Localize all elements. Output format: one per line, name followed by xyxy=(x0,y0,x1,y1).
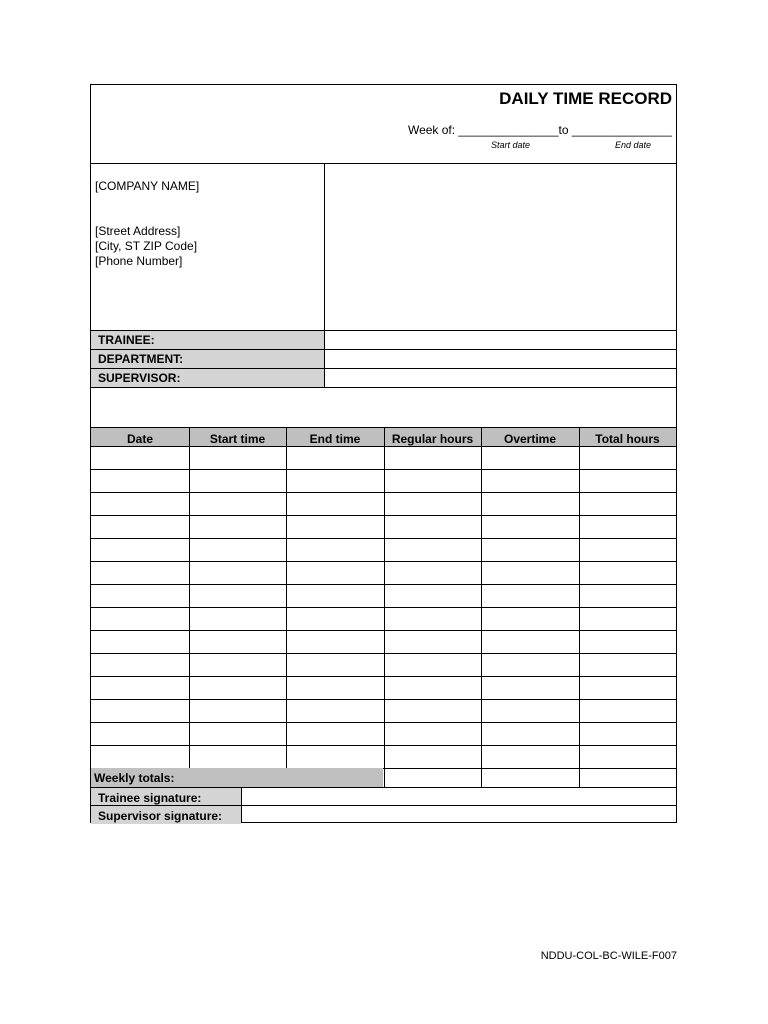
table-cell[interactable] xyxy=(482,723,579,745)
table-cell[interactable] xyxy=(190,631,286,653)
table-cell[interactable] xyxy=(385,447,481,469)
table-cell[interactable] xyxy=(385,654,481,676)
table-cell[interactable] xyxy=(580,631,676,653)
table-cell[interactable] xyxy=(287,700,384,722)
table-cell[interactable] xyxy=(287,608,384,630)
table-cell[interactable] xyxy=(580,723,676,745)
table-cell[interactable] xyxy=(190,516,286,538)
table-cell[interactable] xyxy=(482,700,579,722)
table-cell[interactable] xyxy=(482,562,579,584)
table-cell[interactable] xyxy=(92,631,189,653)
table-cell[interactable] xyxy=(287,585,384,607)
street-address: [Street Address] xyxy=(95,224,181,238)
table-cell[interactable] xyxy=(190,585,286,607)
table-cell[interactable] xyxy=(190,723,286,745)
table-cell[interactable] xyxy=(385,631,481,653)
weekly-total-cell[interactable] xyxy=(385,769,481,787)
trainee-signature-field[interactable] xyxy=(242,788,676,805)
form-code: NDDU-COL-BC-WILE-F007 xyxy=(540,950,677,962)
company-address xyxy=(95,224,197,269)
table-cell[interactable] xyxy=(580,516,676,538)
table-cell[interactable] xyxy=(92,700,189,722)
table-cell[interactable] xyxy=(190,562,286,584)
supervisor-signature-label: Supervisor signature: xyxy=(91,806,241,824)
table-cell[interactable] xyxy=(287,447,384,469)
column-header-regular-hours: Regular hours xyxy=(391,432,474,446)
table-cell[interactable] xyxy=(385,470,481,492)
table-cell[interactable] xyxy=(287,562,384,584)
table-cell[interactable] xyxy=(580,608,676,630)
table-cell[interactable] xyxy=(92,562,189,584)
table-cell[interactable] xyxy=(92,516,189,538)
table-cell[interactable] xyxy=(92,585,189,607)
table-cell[interactable] xyxy=(92,447,189,469)
department-label: DEPARTMENT: xyxy=(91,350,324,368)
table-cell[interactable] xyxy=(482,516,579,538)
table-cell[interactable] xyxy=(92,654,189,676)
table-cell[interactable] xyxy=(287,746,384,768)
table-cell[interactable] xyxy=(482,677,579,699)
table-cell[interactable] xyxy=(580,654,676,676)
start-date-caption: Start date xyxy=(491,140,531,150)
supervisor-label: SUPERVISOR: xyxy=(91,369,324,387)
table-cell[interactable] xyxy=(92,539,189,561)
table-cell[interactable] xyxy=(190,677,286,699)
weekly-total-cell[interactable] xyxy=(482,769,579,787)
table-cell[interactable] xyxy=(190,470,286,492)
weekly-totals-label: Weekly totals: xyxy=(91,768,383,787)
table-cell[interactable] xyxy=(482,654,579,676)
table-cell[interactable] xyxy=(580,700,676,722)
form-title: DAILY TIME RECORD xyxy=(499,89,672,108)
divider xyxy=(91,163,676,164)
table-cell[interactable] xyxy=(482,608,579,630)
column-header-overtime: Overtime xyxy=(503,432,557,446)
table-cell[interactable] xyxy=(190,654,286,676)
week-of-line: Week of: _______________to _______________ xyxy=(407,123,672,137)
table-cell[interactable] xyxy=(385,585,481,607)
table-cell[interactable] xyxy=(92,746,189,768)
table-cell[interactable] xyxy=(580,562,676,584)
table-cell[interactable] xyxy=(287,516,384,538)
table-cell[interactable] xyxy=(580,447,676,469)
table-cell[interactable] xyxy=(190,700,286,722)
table-cell[interactable] xyxy=(482,631,579,653)
table-cell[interactable] xyxy=(190,493,286,515)
table-cell[interactable] xyxy=(580,746,676,768)
table-cell[interactable] xyxy=(190,447,286,469)
table-cell[interactable] xyxy=(580,585,676,607)
table-cell[interactable] xyxy=(385,700,481,722)
trainee-label: TRAINEE: xyxy=(91,331,324,349)
table-cell[interactable] xyxy=(482,539,579,561)
table-cell[interactable] xyxy=(385,539,481,561)
table-cell[interactable] xyxy=(385,562,481,584)
department-field[interactable] xyxy=(325,350,676,368)
table-cell[interactable] xyxy=(482,447,579,469)
table-cell[interactable] xyxy=(482,746,579,768)
city-state-zip: [City, ST ZIP Code] xyxy=(95,239,198,253)
table-cell[interactable] xyxy=(190,608,286,630)
table-cell[interactable] xyxy=(580,470,676,492)
time-record-form xyxy=(90,84,677,823)
table-cell[interactable] xyxy=(287,723,384,745)
column-header-start-time: Start time xyxy=(209,432,266,446)
column-header-date: Date xyxy=(126,432,153,446)
column-header-total-hours: Total hours xyxy=(595,432,660,446)
divider xyxy=(91,387,676,388)
table-cell[interactable] xyxy=(92,493,189,515)
table-cell[interactable] xyxy=(287,493,384,515)
table-cell[interactable] xyxy=(287,539,384,561)
table-cell[interactable] xyxy=(92,608,189,630)
phone-number: [Phone Number] xyxy=(95,254,183,268)
table-cell[interactable] xyxy=(190,539,286,561)
company-name: [COMPANY NAME] xyxy=(95,179,200,193)
table-cell[interactable] xyxy=(482,493,579,515)
table-cell[interactable] xyxy=(385,493,481,515)
table-cell[interactable] xyxy=(92,723,189,745)
table-cell[interactable] xyxy=(287,631,384,653)
table-cell[interactable] xyxy=(385,516,481,538)
table-cell[interactable] xyxy=(482,470,579,492)
table-cell[interactable] xyxy=(580,539,676,561)
supervisor-field[interactable] xyxy=(325,369,676,387)
trainee-field[interactable] xyxy=(325,331,676,349)
column-header-end-time: End time xyxy=(309,432,361,446)
table-cell[interactable] xyxy=(385,723,481,745)
table-cell[interactable] xyxy=(385,746,481,768)
table-cell[interactable] xyxy=(385,608,481,630)
table-cell[interactable] xyxy=(287,654,384,676)
table-cell[interactable] xyxy=(92,470,189,492)
table-cell[interactable] xyxy=(580,677,676,699)
supervisor-signature-field[interactable] xyxy=(242,806,676,823)
table-cell[interactable] xyxy=(385,677,481,699)
table-cell[interactable] xyxy=(190,746,286,768)
table-cell[interactable] xyxy=(580,493,676,515)
table-cell[interactable] xyxy=(287,470,384,492)
table-cell[interactable] xyxy=(287,677,384,699)
weekly-total-cell[interactable] xyxy=(580,769,676,787)
end-date-caption: End date xyxy=(615,140,652,150)
table-cell[interactable] xyxy=(92,677,189,699)
trainee-signature-label: Trainee signature: xyxy=(91,788,241,806)
table-cell[interactable] xyxy=(482,585,579,607)
